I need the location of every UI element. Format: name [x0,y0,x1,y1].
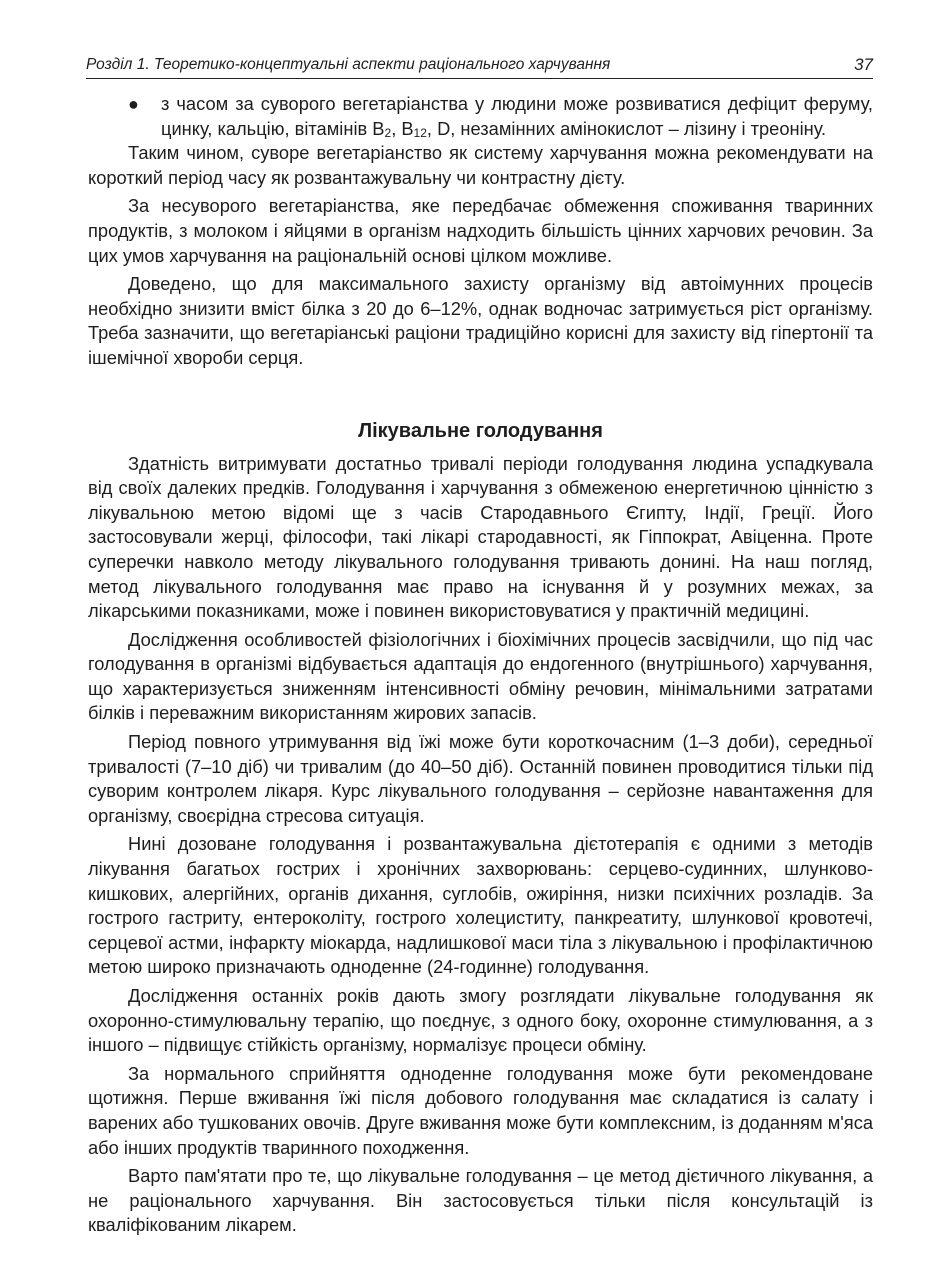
paragraph: За нормального сприйняття одноденне голодування може бути рекомендоване щотижня. Перше вживання їжі після добового голодування має складатися із салату і варених або тушкованих овочів. Друге вживання може бути комплексним, із доданням м'яса або інших продуктів тваринного походження. [88,1062,873,1158]
running-title: Розділ 1. Теоретико-концептуальні аспекти раціонального харчування [86,56,611,73]
bullet-icon: ● [128,94,139,114]
bullet-item [88,92,873,141]
running-header [86,54,873,79]
paragraph: Нині дозоване голодування і розвантажувальна дієтотерапія є одними з методів лікування багатьох гострих і хронічних захворювань: серцево-судинних, шлунково-кишкових, алергійних, органів дихання, суглобів, ожиріння, низки психічних розладів. За гострого гастриту, ентероколіту, гострого холециститу, панкреатиту, шлункової кровотечі, серцевої астми, інфаркту міокарда, надлишкової маси тіла з лікувальною і профілактичною метою широко призначають одноденне (24-годинне) голодування. [88,833,873,978]
paragraph: Варто пам'ятати про те, що лікувальне голодування – це метод дієтичного лікування, а не раціонального харчування. Він застосовується тільки після консультацій із кваліфікованим лікарем. [88,1165,873,1236]
page-body [88,92,873,1238]
paragraph: Доведено, що для максимального захисту організму від автоімунних процесів необхідно знизити вміст білка з 20 до 6–12%, однак водночас затримується ріст організму. Треба зазначити, що вегетаріанські раціони традиційно корисні для захисту від гіпертонії та ішемічної хвороби серця. [88,273,873,368]
paragraph: Дослідження останніх років дають змогу розглядати лікувальне голодування як охоронно-стимулювальну терапію, що поєднує, з одного боку, охоронне стимулювання, а з іншого – підвищує стійкість організму, нормалізує процеси обміну. [88,985,873,1056]
paragraph: Здатність витримувати достатньо тривалі періоди голодування людина успадкувала від своїх далеких предків. Голодування і харчування з обмеженою енергетичною цінністю з лікувальною метою відомі ще з часів Стародавнього Єгипту, Індії, Греції. Його застосовували жерці, філософи, такі лікарі стародавності, як Гіппократ, Авіценна. Проте суперечки навколо методу лікувального голодування тривають донині. На наш погляд, метод лікувального голодування має право на існування й у розумних межах, за лікарськими показниками, може і повинен використовуватися у практичній медицині. [88,452,873,622]
paragraph: Період повного утримування від їжі може бути короткочасним (1–3 доби), середньої тривалості (7–10 діб) чи тривалим (до 40–50 діб). Останній повинен проводитися тільки під суворим контролем лікаря. Курс лікувального голодування – серйозне навантаження для організму, своєрідна стресова ситуація. [88,731,873,826]
page-number: 37 [854,55,873,74]
section-heading: Лікувальне голодування [358,419,603,442]
paragraph: Дослідження особливостей фізіологічних і біохімічних процесів засвідчили, що під час голодування в організмі відбувається адаптація до ендогенного (внутрішнього) харчування, що характеризується зниженням інтенсивності обміну речовин, мінімальними затратами білків і переважним використанням жирових запасів. [88,628,873,724]
paragraph: Таким чином, суворе вегетаріанство як систему харчування можна рекомендувати на короткий період часу як розвантажувальну чи контрастну дієту. [88,142,873,188]
paragraph: За несуворого вегетаріанства, яке передбачає обмеження споживання тваринних продуктів, з молоком і яйцями в організм надходить більшість цінних харчових речовин. За цих умов харчування на раціональній основі цілком можливе. [88,195,873,266]
bullet-text: з часом за суворого вегетаріанства у людини може розвиватися дефіцит феруму, цинку, кальцію, вітамінів $B_2$, $B_{12}$, D, незамінних амінокислот – лізину і треоніну. [161,93,873,140]
